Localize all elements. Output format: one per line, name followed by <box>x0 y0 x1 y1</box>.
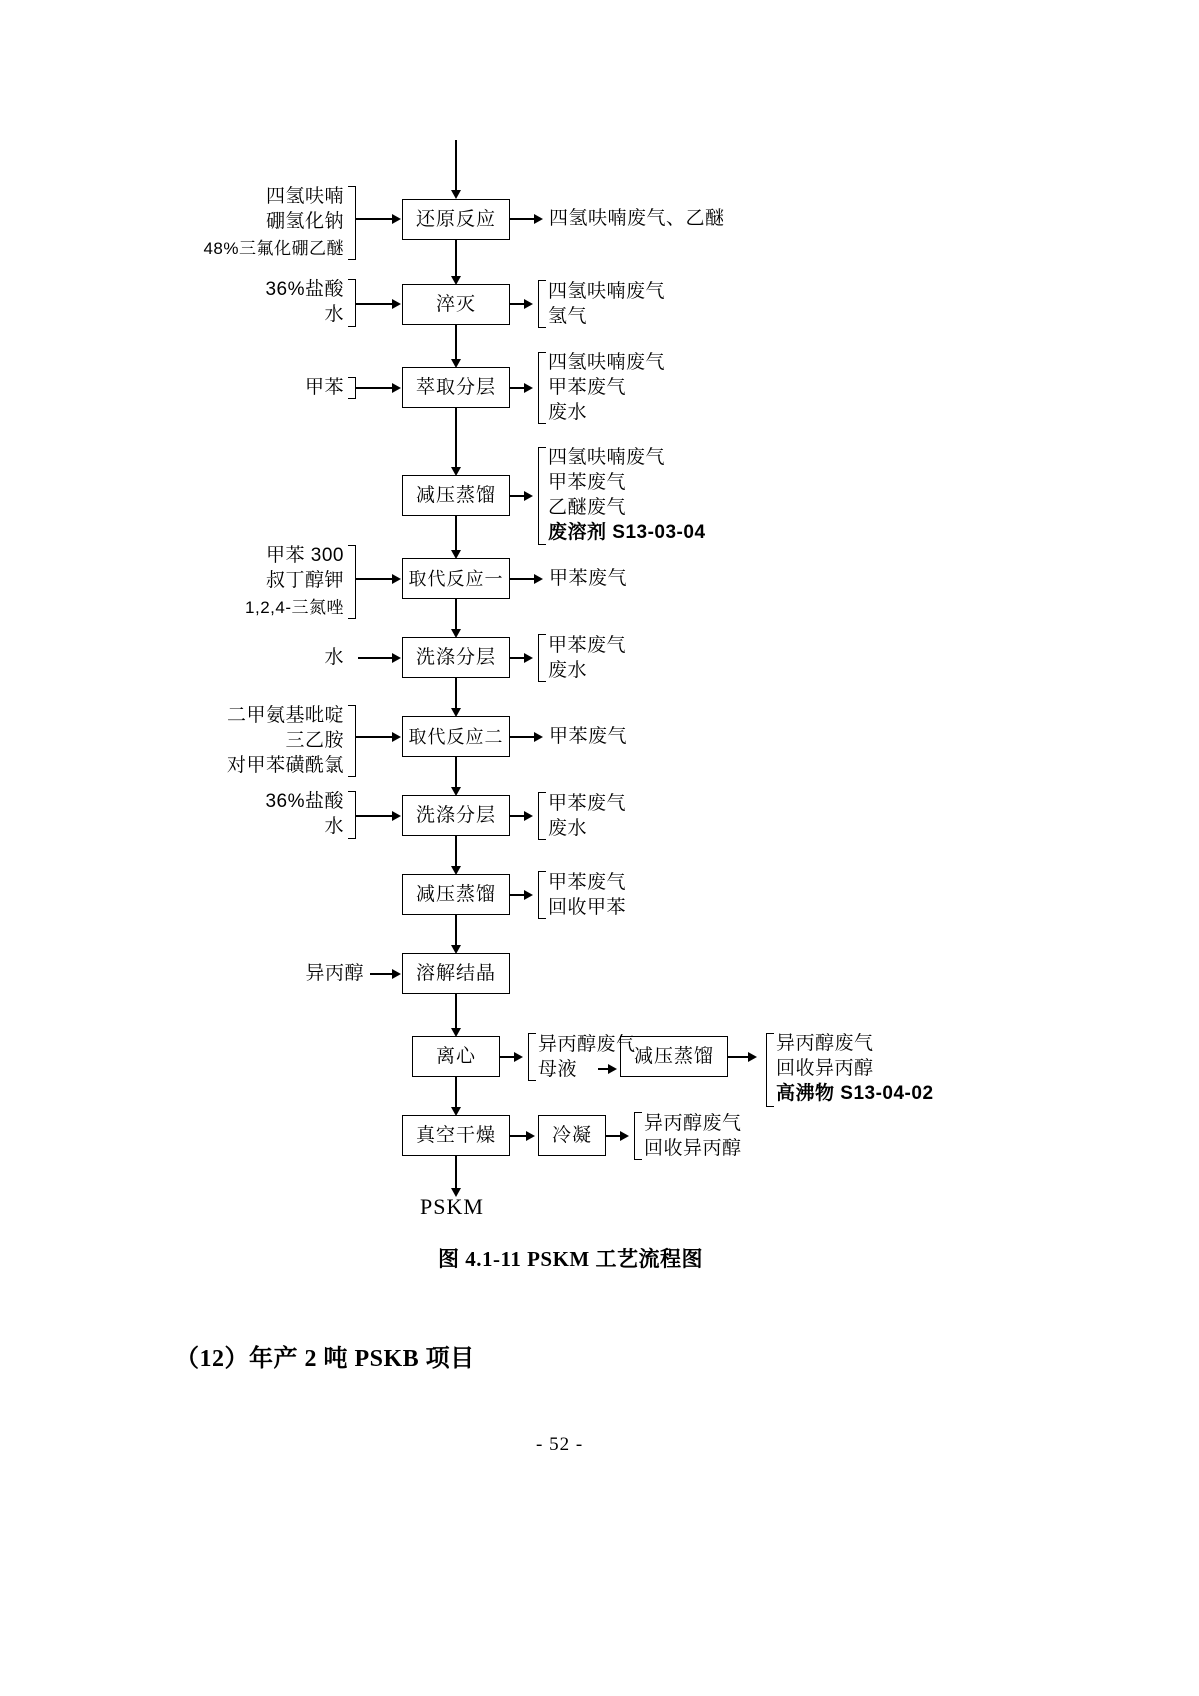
input-arrow-step1 <box>392 214 401 224</box>
input-arrow-step7 <box>392 732 401 742</box>
process-label-step1: 还原反应 <box>415 209 496 230</box>
output-label-step3-1: 四氢呋喃废气 <box>548 352 666 373</box>
arrow-into-step1 <box>451 190 461 199</box>
output-brace-step8 <box>538 792 546 840</box>
input-label-step10-1: 异丙醇 <box>305 963 364 984</box>
input-label-step8-1: 36%盐酸 <box>265 791 344 812</box>
input-line-step6 <box>358 657 394 659</box>
output-arrow-step13 <box>748 1052 757 1062</box>
output-arrow-step14 <box>620 1131 629 1141</box>
output-label-step4-2: 甲苯废气 <box>548 472 627 493</box>
input-line-step1 <box>356 218 394 220</box>
process-box-step14[interactable] <box>538 1115 606 1156</box>
process-label-step2: 淬灭 <box>435 294 476 315</box>
input-arrow-step3 <box>392 383 401 393</box>
output-brace-step4 <box>538 447 546 545</box>
output-label-step1-1: 四氢呋喃废气、乙醚 <box>549 208 725 229</box>
output-arrow-step5 <box>534 574 543 584</box>
output-label-step5-1: 甲苯废气 <box>549 568 628 589</box>
output-label-step8-2: 废水 <box>548 818 588 839</box>
output-label-step13-3: 高沸物 S13-04-02 <box>776 1083 934 1104</box>
output-label-step6-1: 甲苯废气 <box>548 635 627 656</box>
input-line-step8 <box>356 815 394 817</box>
output-brace-step2 <box>538 280 546 328</box>
input-brace-step8 <box>348 791 356 839</box>
process-label-step8: 洗涤分层 <box>415 805 496 826</box>
input-label-step2-2: 水 <box>324 304 344 325</box>
input-label-step5-3: 1,2,4-三氮唑 <box>245 598 344 617</box>
output-line-step7 <box>510 736 536 738</box>
input-line-step5 <box>356 578 394 580</box>
input-label-step5-1: 甲苯 300 <box>266 545 344 566</box>
input-line-step10 <box>370 973 394 975</box>
output-line-step5 <box>510 578 536 580</box>
figure-caption: 图 4.1-11 PSKM 工艺流程图 <box>438 1247 703 1271</box>
output-label-step4-1: 四氢呋喃废气 <box>548 447 666 468</box>
product-label: PSKM <box>420 1194 484 1219</box>
process-label-step12: 真空干燥 <box>415 1125 496 1146</box>
input-arrow-step8 <box>392 811 401 821</box>
input-label-step8-2: 水 <box>324 816 344 837</box>
input-label-step2-1: 36%盐酸 <box>265 279 344 300</box>
input-arrow-step2 <box>392 299 401 309</box>
process-box-step13[interactable] <box>620 1036 728 1077</box>
process-box-step1[interactable] <box>402 199 510 240</box>
process-box-step4[interactable] <box>402 475 510 516</box>
output-brace-step14 <box>634 1112 642 1160</box>
input-arrow-step5 <box>392 574 401 584</box>
output-arrow-step2 <box>524 299 533 309</box>
output-arrow-step3 <box>524 383 533 393</box>
process-box-step2[interactable] <box>402 284 510 325</box>
process-label-step9: 减压蒸馏 <box>415 884 496 905</box>
input-label-step7-2: 三乙胺 <box>285 730 344 751</box>
output-label-step9-2: 回收甲苯 <box>548 897 627 918</box>
output-label-step2-1: 四氢呋喃废气 <box>548 281 666 302</box>
output-arrow-step4 <box>524 491 533 501</box>
output-brace-step6 <box>538 634 546 682</box>
process-box-step8[interactable] <box>402 795 510 836</box>
process-box-step5[interactable] <box>402 558 510 599</box>
input-brace-step2 <box>348 279 356 327</box>
process-box-step7[interactable] <box>402 716 510 757</box>
output-arrow-step9 <box>524 890 533 900</box>
process-label-step7: 取代反应二 <box>408 726 504 747</box>
output-line-step1 <box>510 218 536 220</box>
output-label-step9-1: 甲苯废气 <box>548 872 627 893</box>
output-label-step14-2: 回收异丙醇 <box>644 1138 742 1159</box>
trunk-line-top <box>455 140 457 193</box>
output-label-step13-1: 异丙醇废气 <box>776 1033 874 1054</box>
input-label-step1-2: 硼氢化钠 <box>265 211 344 232</box>
process-label-step5: 取代反应一 <box>408 568 504 589</box>
input-arrow-step10 <box>392 969 401 979</box>
output-arrow-step7 <box>534 732 543 742</box>
process-label-step13: 减压蒸馏 <box>633 1046 714 1067</box>
output-label-step6-2: 废水 <box>548 660 588 681</box>
trunk-line-3-4 <box>455 408 457 473</box>
output-label-step3-2: 甲苯废气 <box>548 377 627 398</box>
output-arrow-step6 <box>524 653 533 663</box>
process-label-step6: 洗涤分层 <box>415 647 496 668</box>
process-box-step3[interactable] <box>402 367 510 408</box>
output-label-step11-1: 异丙醇废气 <box>538 1034 636 1055</box>
output-label-step3-3: 废水 <box>548 402 588 423</box>
output-brace-step3 <box>538 352 546 424</box>
output-arrow-step11 <box>514 1052 523 1062</box>
output-label-step8-1: 甲苯废气 <box>548 793 627 814</box>
output-arrow-step1 <box>534 214 543 224</box>
output-label-step2-2: 氢气 <box>548 306 588 327</box>
input-label-step6-1: 水 <box>324 647 344 668</box>
input-brace-step1 <box>348 186 356 260</box>
output-line-step13 <box>728 1056 750 1058</box>
input-label-step3-1: 甲苯 <box>304 377 344 398</box>
arrow-motherliquor-to-step13 <box>608 1064 617 1074</box>
process-label-step11: 离心 <box>435 1046 476 1067</box>
output-label-step4-3: 乙醚废气 <box>548 497 627 518</box>
arrow-step12-to-step14 <box>526 1131 535 1141</box>
output-brace-step13 <box>766 1033 774 1107</box>
output-brace-step11 <box>528 1033 536 1081</box>
input-brace-step5 <box>348 545 356 619</box>
input-brace-step7 <box>348 705 356 777</box>
process-box-step6[interactable] <box>402 637 510 678</box>
output-label-step13-2: 回收异丙醇 <box>776 1058 874 1079</box>
process-box-step12[interactable] <box>402 1115 510 1156</box>
input-line-step2 <box>356 303 394 305</box>
output-label-step14-1: 异丙醇废气 <box>644 1113 742 1134</box>
process-label-step14: 冷凝 <box>551 1125 592 1146</box>
process-box-step10[interactable] <box>402 953 510 994</box>
output-label-step7-1: 甲苯废气 <box>549 726 628 747</box>
input-label-step1-3: 48%三氟化硼乙醚 <box>203 239 344 258</box>
input-brace-step3 <box>348 377 356 399</box>
input-line-step7 <box>356 736 394 738</box>
page-number: - 52 - <box>536 1434 584 1455</box>
input-label-step5-2: 叔丁醇钾 <box>265 570 344 591</box>
section-heading: （12）年产 2 吨 PSKB 项目 <box>175 1346 475 1372</box>
input-line-step3 <box>356 387 394 389</box>
input-label-step7-1: 二甲氨基吡啶 <box>226 705 344 726</box>
process-label-step3: 萃取分层 <box>415 377 496 398</box>
input-label-step1-1: 四氢呋喃 <box>265 186 344 207</box>
process-box-step9[interactable] <box>402 874 510 915</box>
process-label-step4: 减压蒸馏 <box>415 485 496 506</box>
output-brace-step9 <box>538 871 546 919</box>
input-arrow-step6 <box>392 653 401 663</box>
output-label-step11-2: 母液 <box>538 1059 578 1080</box>
process-box-step11[interactable] <box>412 1036 500 1077</box>
process-label-step10: 溶解结晶 <box>415 963 496 984</box>
output-label-step4-4: 废溶剂 S13-03-04 <box>548 522 706 543</box>
output-arrow-step8 <box>524 811 533 821</box>
input-label-step7-3: 对甲苯磺酰氯 <box>226 755 344 776</box>
